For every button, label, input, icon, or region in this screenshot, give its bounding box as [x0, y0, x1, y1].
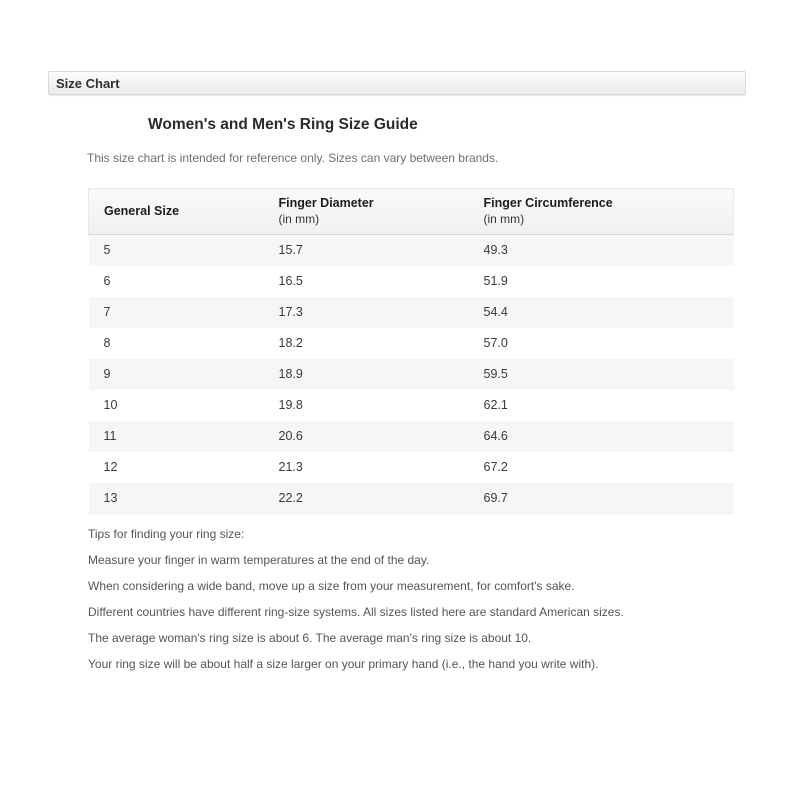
cell-general-size: 5: [89, 235, 264, 266]
guide-disclaimer: This size chart is intended for reference only. Sizes can vary between brands.: [87, 151, 499, 165]
column-header-finger-diameter: [264, 189, 469, 235]
cell-general-size: 6: [89, 266, 264, 297]
column-unit: (in mm): [278, 212, 320, 226]
size-chart-header-bar: [48, 71, 746, 95]
cell-general-size: 10: [89, 390, 264, 421]
table-row: [89, 390, 734, 421]
ring-size-table: [88, 188, 734, 514]
cell-general-size: 12: [89, 452, 264, 483]
column-label: Finger Circumference: [483, 196, 613, 210]
cell-general-size: 8: [89, 328, 264, 359]
table-row: [89, 235, 734, 266]
cell-general-size: 9: [89, 359, 264, 390]
tips-section: [88, 526, 728, 682]
cell-finger-circumference: 59.5: [469, 359, 734, 390]
tip-item: Different countries have different ring-size systems. All sizes listed here are standard American sizes.: [88, 605, 624, 619]
table-header-row: [89, 189, 734, 235]
column-header-finger-circumference: [469, 189, 734, 235]
table-row: [89, 421, 734, 452]
cell-finger-diameter: 16.5: [264, 266, 469, 297]
column-label: Finger Diameter: [278, 196, 374, 210]
cell-finger-diameter: 22.2: [264, 483, 469, 514]
tip-item: Measure your finger in warm temperatures at the end of the day.: [88, 553, 430, 567]
cell-finger-circumference: 67.2: [469, 452, 734, 483]
cell-general-size: 11: [89, 421, 264, 452]
cell-general-size: 7: [89, 297, 264, 328]
tip-item: Your ring size will be about half a size larger on your primary hand (i.e., the hand you write with).: [88, 657, 599, 671]
cell-finger-diameter: 18.9: [264, 359, 469, 390]
table-row: [89, 359, 734, 390]
tip-item: The average woman's ring size is about 6. The average man's ring size is about 10.: [88, 631, 532, 645]
cell-finger-circumference: 54.4: [469, 297, 734, 328]
table-row: [89, 297, 734, 328]
table-row: [89, 328, 734, 359]
table-row: [89, 266, 734, 297]
cell-finger-circumference: 49.3: [469, 235, 734, 266]
cell-finger-diameter: 15.7: [264, 235, 469, 266]
size-chart-header-label: Size Chart: [56, 75, 120, 91]
guide-title: Women's and Men's Ring Size Guide: [148, 116, 418, 133]
cell-finger-diameter: 21.3: [264, 452, 469, 483]
cell-finger-circumference: 62.1: [469, 390, 734, 421]
cell-finger-diameter: 18.2: [264, 328, 469, 359]
column-label: General Size: [104, 204, 180, 218]
tips-heading: Tips for finding your ring size:: [88, 527, 245, 541]
cell-finger-circumference: 64.6: [469, 421, 734, 452]
cell-general-size: 13: [89, 483, 264, 514]
table-row: [89, 452, 734, 483]
cell-finger-circumference: 69.7: [469, 483, 734, 514]
cell-finger-circumference: 51.9: [469, 266, 734, 297]
table-row: [89, 483, 734, 514]
column-unit: (in mm): [483, 212, 525, 226]
cell-finger-diameter: 20.6: [264, 421, 469, 452]
column-header-general-size: [89, 189, 264, 235]
tip-item: When considering a wide band, move up a size from your measurement, for comfort's sake.: [88, 579, 575, 593]
cell-finger-diameter: 17.3: [264, 297, 469, 328]
cell-finger-circumference: 57.0: [469, 328, 734, 359]
cell-finger-diameter: 19.8: [264, 390, 469, 421]
